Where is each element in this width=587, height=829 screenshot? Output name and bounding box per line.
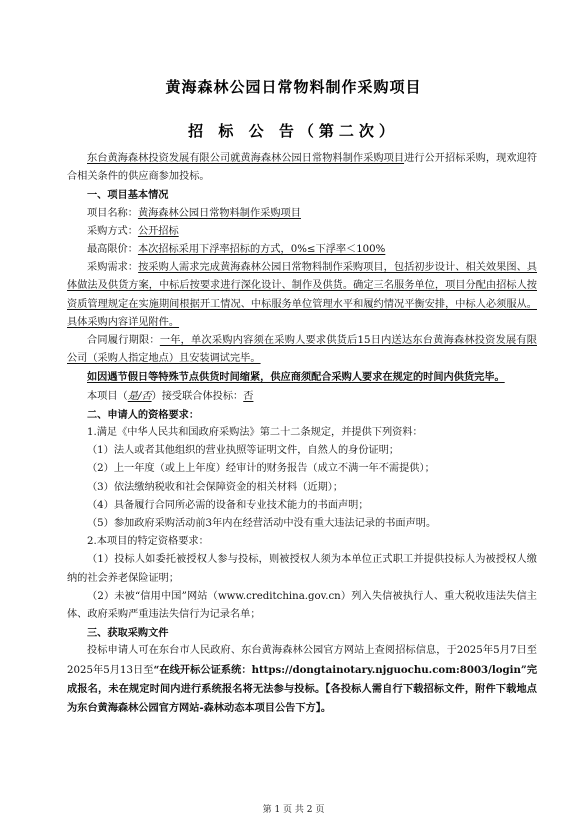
- requirement-1-sub-2: （2）上一年度（或上上年度）经审计的财务报告（成立不满一年不需提供）；: [87, 463, 435, 475]
- period-paragraph: [67, 332, 537, 368]
- consortium-label: 本项目（: [87, 390, 128, 402]
- consortium-mid: ）接受联合体投标：: [151, 390, 244, 402]
- price-label: 最高限价：: [87, 244, 138, 256]
- project-name-line: [67, 205, 537, 223]
- requirement-1-sub-3: （3）依法缴纳税收和社会保障资金的相关材料（近期）；: [87, 481, 344, 493]
- section-3-heading: 三、获取采购文件: [87, 627, 169, 640]
- section-3-text-b: “在线开标公证系统：https://dongtainotary.njguochu.com:8003/login”完成报名，未在规定时间内进行系统报名将无法参与投标。【各投标人需自行下载招标文件，附件下载地点为东台黄海森林公园官方网站-森林动态本项目公告下方】。: [67, 663, 538, 715]
- consortium-line: [67, 388, 537, 406]
- requirement-1-sub-1: （1）法人或者其他组织的营业执照等证明文件，自然人的身份证明；: [87, 445, 400, 457]
- notice-title: 招 标 公 告（第二次）: [188, 122, 399, 140]
- intro-org: 东台黄海森林投资发展有限公司就黄海森林公园日常物料制作采购项目: [87, 153, 405, 164]
- intro-paragraph: [67, 150, 537, 186]
- demand-value: 按采购人需求完成黄海森林公园日常物料制作采购项目，包括初步设计、相关效果图、具体做法及供货方案，中标后按要求进行深化设计、制作及供货。确定三名服务单位，项目分配由招标人按资质管理规定在实施期间根据开工情况、中标服务单位管理水平和履约情况平衡安排，中标人必须服从。具体采购内容详见附件。: [67, 262, 537, 328]
- demand-paragraph: [67, 259, 537, 332]
- page-footer: 第 1 页 共 2 页: [262, 805, 325, 815]
- section-1-heading: 一、项目基本情况: [87, 189, 169, 202]
- requirement-1: 1.满足《中华人民共和国政府采购法》第二十二条规定，并提供下列资料：: [87, 427, 423, 439]
- section-3-paragraph: [67, 642, 537, 718]
- document-title: 黄海森林公园日常物料制作采购项目: [165, 78, 422, 96]
- requirement-2: 2.本项目的特定资格要求：: [87, 536, 209, 548]
- intro-rest: 进行公开招标采购，现欢迎符合相关条件的供应商参加投标。: [67, 153, 538, 183]
- holiday-text: 如因遇节假日等特殊节点供货时间缩紧，供应商须配合采购人要求在规定的时间内供货完毕。: [87, 371, 505, 384]
- method-line: [67, 223, 537, 241]
- method-label: 采购方式：: [87, 225, 138, 237]
- requirement-2-sub-2: （2）未被“信用中国”网站（www.creditchina.gov.cn）列入失信被执行人、重大税收违法失信主体、政府采购严重违法失信行为记录名单；: [67, 590, 537, 621]
- section-2-heading: 二、申请人的资格要求：: [87, 408, 200, 421]
- period-label: 合同履行期限：: [87, 335, 160, 347]
- consortium-value: 否: [243, 390, 254, 402]
- holiday-paragraph: [67, 368, 537, 387]
- price-line: [67, 241, 537, 259]
- project-name-label: 项目名称：: [87, 207, 138, 219]
- consortium-options: 是/否: [127, 390, 152, 402]
- period-value: 一年，单次采购内容须在采购人要求供货后15日内送达东台黄海森林投资发展有限公司（采购人指定地点）且安装调试完毕。: [67, 335, 537, 365]
- requirement-1-sub-4: （4）具备履行合同所必需的设备和专业技术能力的书面声明；: [87, 499, 369, 511]
- demand-label: 采购需求：: [87, 262, 139, 274]
- requirement-1-sub-5: （5）参加政府采购活动前3年内在经营活动中没有重大违法记录的书面声明。: [87, 518, 437, 530]
- project-name-value: 黄海森林公园日常物料制作采购项目: [137, 207, 301, 219]
- section-3-text-a: 投标申请人可在东台市人民政府、东台黄海森林公园官方网站上查阅招标信息，于2025年5月7日至2025年5月13日至: [67, 645, 537, 676]
- method-value: 公开招标: [137, 225, 179, 237]
- document-body: [67, 150, 537, 718]
- requirement-2-sub-1: （1）投标人如委托被授权人参与投标，则被授权人须为本单位正式职工并提供投标人为被授权人缴纳的社会养老保险证明；: [67, 554, 537, 584]
- price-value: 本次招标采用下浮率招标的方式，0%≤下浮率＜100%: [137, 244, 386, 256]
